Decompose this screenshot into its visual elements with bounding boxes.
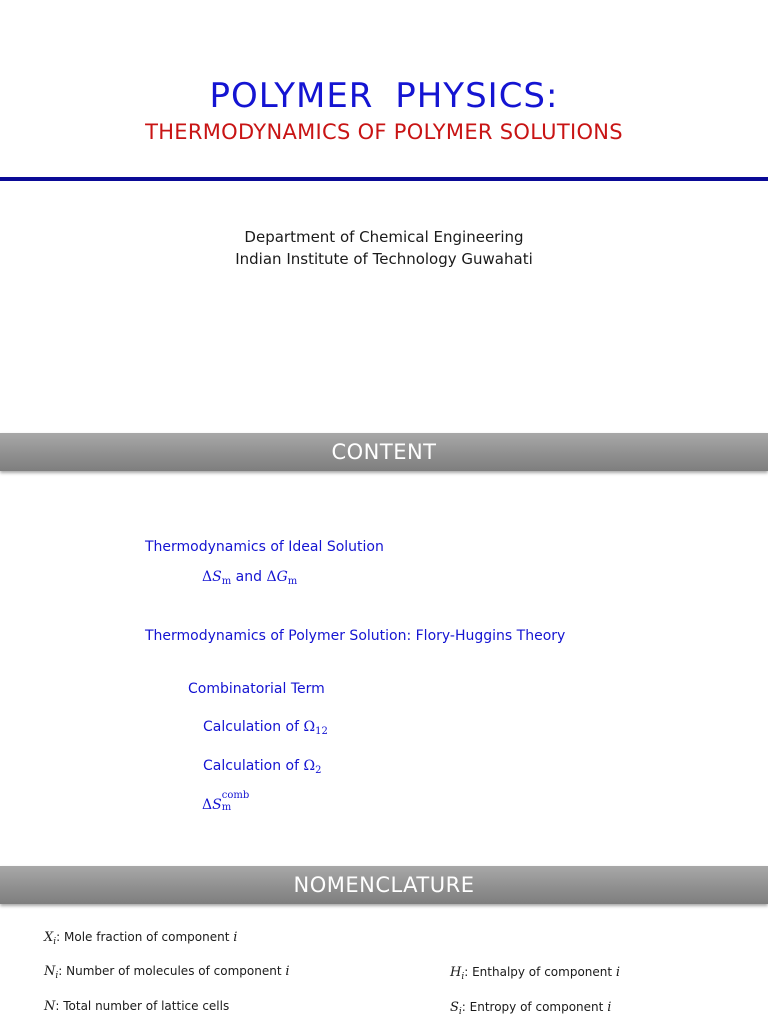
- delta-symbol: Δ: [202, 797, 213, 813]
- department-name: Department of Chemical Engineering: [244, 228, 524, 246]
- entropy-symbol: S: [212, 797, 222, 813]
- m-subscript: m: [221, 802, 232, 813]
- nomenclature-item-enthalpy: [450, 965, 620, 982]
- omega-symbol: Ω: [303, 719, 316, 735]
- definition: : Mole fraction of component: [56, 930, 234, 944]
- comb-superscript: comb: [221, 790, 250, 801]
- symbol: H: [450, 965, 462, 980]
- nomenclature-heading: NOMENCLATURE: [0, 866, 768, 904]
- toc-polymer-solution[interactable]: Thermodynamics of Polymer Solution: Flory-Huggins Theory: [145, 628, 566, 644]
- content-heading: CONTENT: [0, 433, 768, 471]
- index-variable: i: [233, 930, 238, 945]
- toc-calc-omega2[interactable]: [203, 758, 321, 776]
- nomenclature-item-lattice-cells: [44, 999, 229, 1014]
- entropy-subscript: m: [221, 576, 232, 587]
- omega-subscript: 2: [315, 765, 322, 776]
- nomenclature-item-entropy: [450, 1000, 611, 1017]
- index-variable: i: [615, 965, 621, 980]
- definition: : Number of molecules of component: [58, 964, 286, 978]
- gibbs-symbol: G: [276, 569, 288, 585]
- definition: : Enthalpy of component: [464, 965, 616, 979]
- symbol: S: [450, 1000, 459, 1015]
- header-divider: [0, 177, 768, 181]
- symbol: N: [44, 999, 56, 1014]
- nomenclature-item-molecule-count: [44, 964, 290, 981]
- toc-ideal-solution[interactable]: Thermodynamics of Ideal Solution: [145, 539, 384, 555]
- entropy-symbol: S: [212, 569, 222, 585]
- symbol-subscript: i: [55, 971, 59, 981]
- symbol-subscript: i: [53, 937, 57, 947]
- toc-calc-omega12[interactable]: [203, 719, 328, 737]
- toc-ideal-solution-sub[interactable]: [202, 569, 297, 587]
- symbol: N: [44, 964, 56, 979]
- toc-combinatorial-term[interactable]: Combinatorial Term: [188, 681, 325, 697]
- calc-label: Calculation of: [203, 719, 304, 735]
- omega-symbol: Ω: [303, 758, 316, 774]
- and-word: and: [231, 569, 267, 585]
- index-variable: i: [285, 964, 290, 979]
- gibbs-subscript: m: [287, 576, 298, 587]
- nomenclature-item-mole-fraction: [44, 930, 237, 947]
- delta-symbol: Δ: [266, 569, 277, 585]
- symbol-subscript: i: [458, 1007, 462, 1017]
- institute-name: Indian Institute of Technology Guwahati: [235, 250, 533, 268]
- script-stack: [221, 790, 252, 813]
- definition: : Entropy of component: [461, 1000, 608, 1014]
- page-title: POLYMER PHYSICS:: [209, 76, 559, 116]
- omega-subscript: 12: [315, 726, 328, 737]
- toc-delta-s-comb[interactable]: [202, 790, 252, 813]
- symbol: X: [44, 930, 54, 945]
- page-subtitle: THERMODYNAMICS OF POLYMER SOLUTIONS: [145, 120, 623, 144]
- index-variable: i: [607, 1000, 612, 1015]
- calc-label: Calculation of: [203, 758, 304, 774]
- definition: : Total number of lattice cells: [55, 999, 230, 1013]
- delta-symbol: Δ: [202, 569, 213, 585]
- symbol-subscript: i: [461, 972, 465, 982]
